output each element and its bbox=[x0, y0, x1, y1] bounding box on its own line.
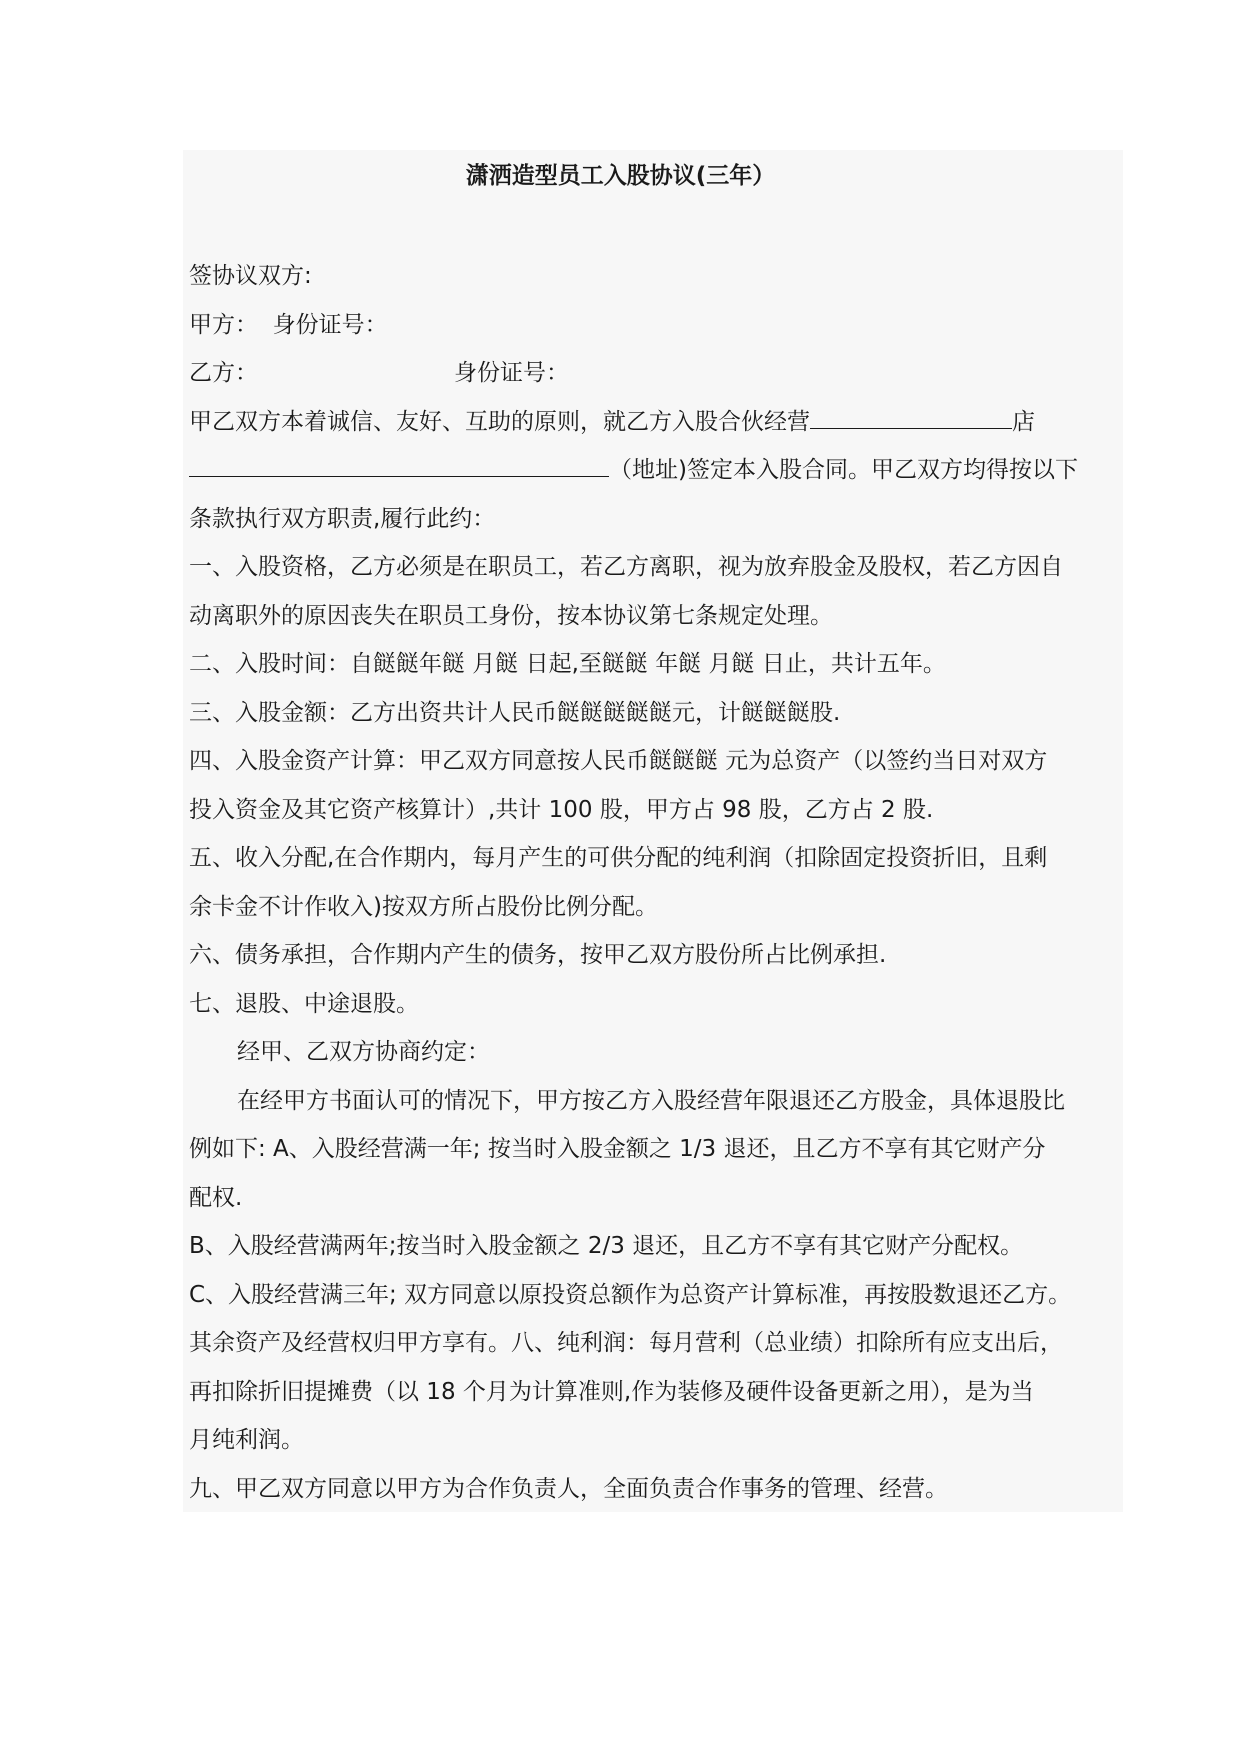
clause-8-line-1: 其余资产及经营权归甲方享有。八、纯利润：每月营利（总业绩）扣除所有应支出后， bbox=[189, 1330, 1063, 1356]
intro-line-3: 条款执行双方职责,履行此约： bbox=[189, 505, 496, 532]
clause-7-line-3: 例如下: A、入股经营满一年; 按当时入股金额之 1/3 退还，且乙方不享有其它财产分 bbox=[189, 1136, 1046, 1162]
intro-line-2 bbox=[189, 446, 1123, 495]
clause-7-line-4: 配权. bbox=[189, 1184, 243, 1211]
clause-1-line-1: 一、入股资格，乙方必须是在职员工，若乙方离职，视为放弃股金及股权，若乙方因自 bbox=[189, 554, 1063, 580]
party-b-line bbox=[189, 349, 1123, 398]
clause-5-line-2: 余卡金不计作收入)按双方所占股份比例分配。 bbox=[189, 893, 658, 920]
party-a-id-label: 身份证号： bbox=[272, 311, 388, 338]
parties-heading: 签协议双方: bbox=[189, 263, 312, 289]
intro-line-1 bbox=[189, 398, 1123, 447]
clause-7-sub-1: 经甲、乙双方协商约定： bbox=[237, 1039, 490, 1065]
store-name-blank bbox=[810, 406, 1012, 429]
intro-text: 甲乙双方本着诚信、友好、互助的原则，就乙方入股合伙经营 bbox=[189, 408, 810, 435]
clause-2: 二、入股时间：自餸餸年餸 月餸 日起,至餸餸 年餸 月餸 日止，共计五年。 bbox=[189, 651, 946, 677]
party-b-label: 乙方： bbox=[189, 360, 258, 386]
clause-1-line-2: 动离职外的原因丧失在职员工身份，按本协议第七条规定处理。 bbox=[189, 602, 833, 629]
document-body bbox=[189, 252, 1123, 1513]
clause-7-sub-2: 在经甲方书面认可的情况下，甲方按乙方入股经营年限退还乙方股金，具体退股比 bbox=[237, 1087, 1065, 1114]
intro-address-suffix: （地址)签定本入股合同。甲乙双方均得按以下 bbox=[609, 457, 1078, 483]
party-b-id-label: 身份证号： bbox=[454, 360, 569, 386]
clause-4-line-2: 投入资金及其它资产核算计）,共计 100 股，甲方占 98 股，乙方占 2 股. bbox=[189, 796, 934, 823]
clause-7: 七、退股、中途退股。 bbox=[189, 990, 419, 1017]
party-a-label: 甲方： bbox=[189, 311, 258, 338]
clause-8-line-2: 再扣除折旧提摊费（以 18 个月为计算准则,作为装修及硬件设备更新之用），是为当 bbox=[189, 1378, 1034, 1405]
clause-5-line-1: 五、收入分配,在合作期内，每月产生的可供分配的纯利润（扣除固定投资折旧，且剩 bbox=[189, 845, 1048, 871]
party-a-line bbox=[189, 301, 1123, 350]
document-title: 潇洒造型员工入股协议(三年） bbox=[465, 163, 776, 189]
clause-8-line-3: 月纯利润。 bbox=[189, 1427, 304, 1453]
address-blank bbox=[189, 454, 609, 477]
clause-7-c: C、入股经营满三年; 双方同意以原投资总额作为总资产计算标准，再按股数退还乙方。 bbox=[189, 1281, 1072, 1308]
clause-4-line-1: 四、入股金资产计算：甲乙双方同意按人民币餸餸餸 元为总资产（以签约当日对双方 bbox=[189, 748, 1048, 774]
clause-3: 三、入股金额：乙方出资共计人民币餸餸餸餸餸元，计餸餸餸股. bbox=[189, 699, 841, 726]
clause-6: 六、债务承担，合作期内产生的债务，按甲乙双方股份所占比例承担. bbox=[189, 942, 887, 968]
intro-store-suffix: 店 bbox=[1012, 408, 1035, 435]
clause-9: 九、甲乙双方同意以甲方为合作负责人，全面负责合作事务的管理、经营。 bbox=[189, 1475, 948, 1502]
clause-7-b: B、入股经营满两年;按当时入股金额之 2/3 退还，且乙方不享有其它财产分配权。 bbox=[189, 1233, 1024, 1259]
